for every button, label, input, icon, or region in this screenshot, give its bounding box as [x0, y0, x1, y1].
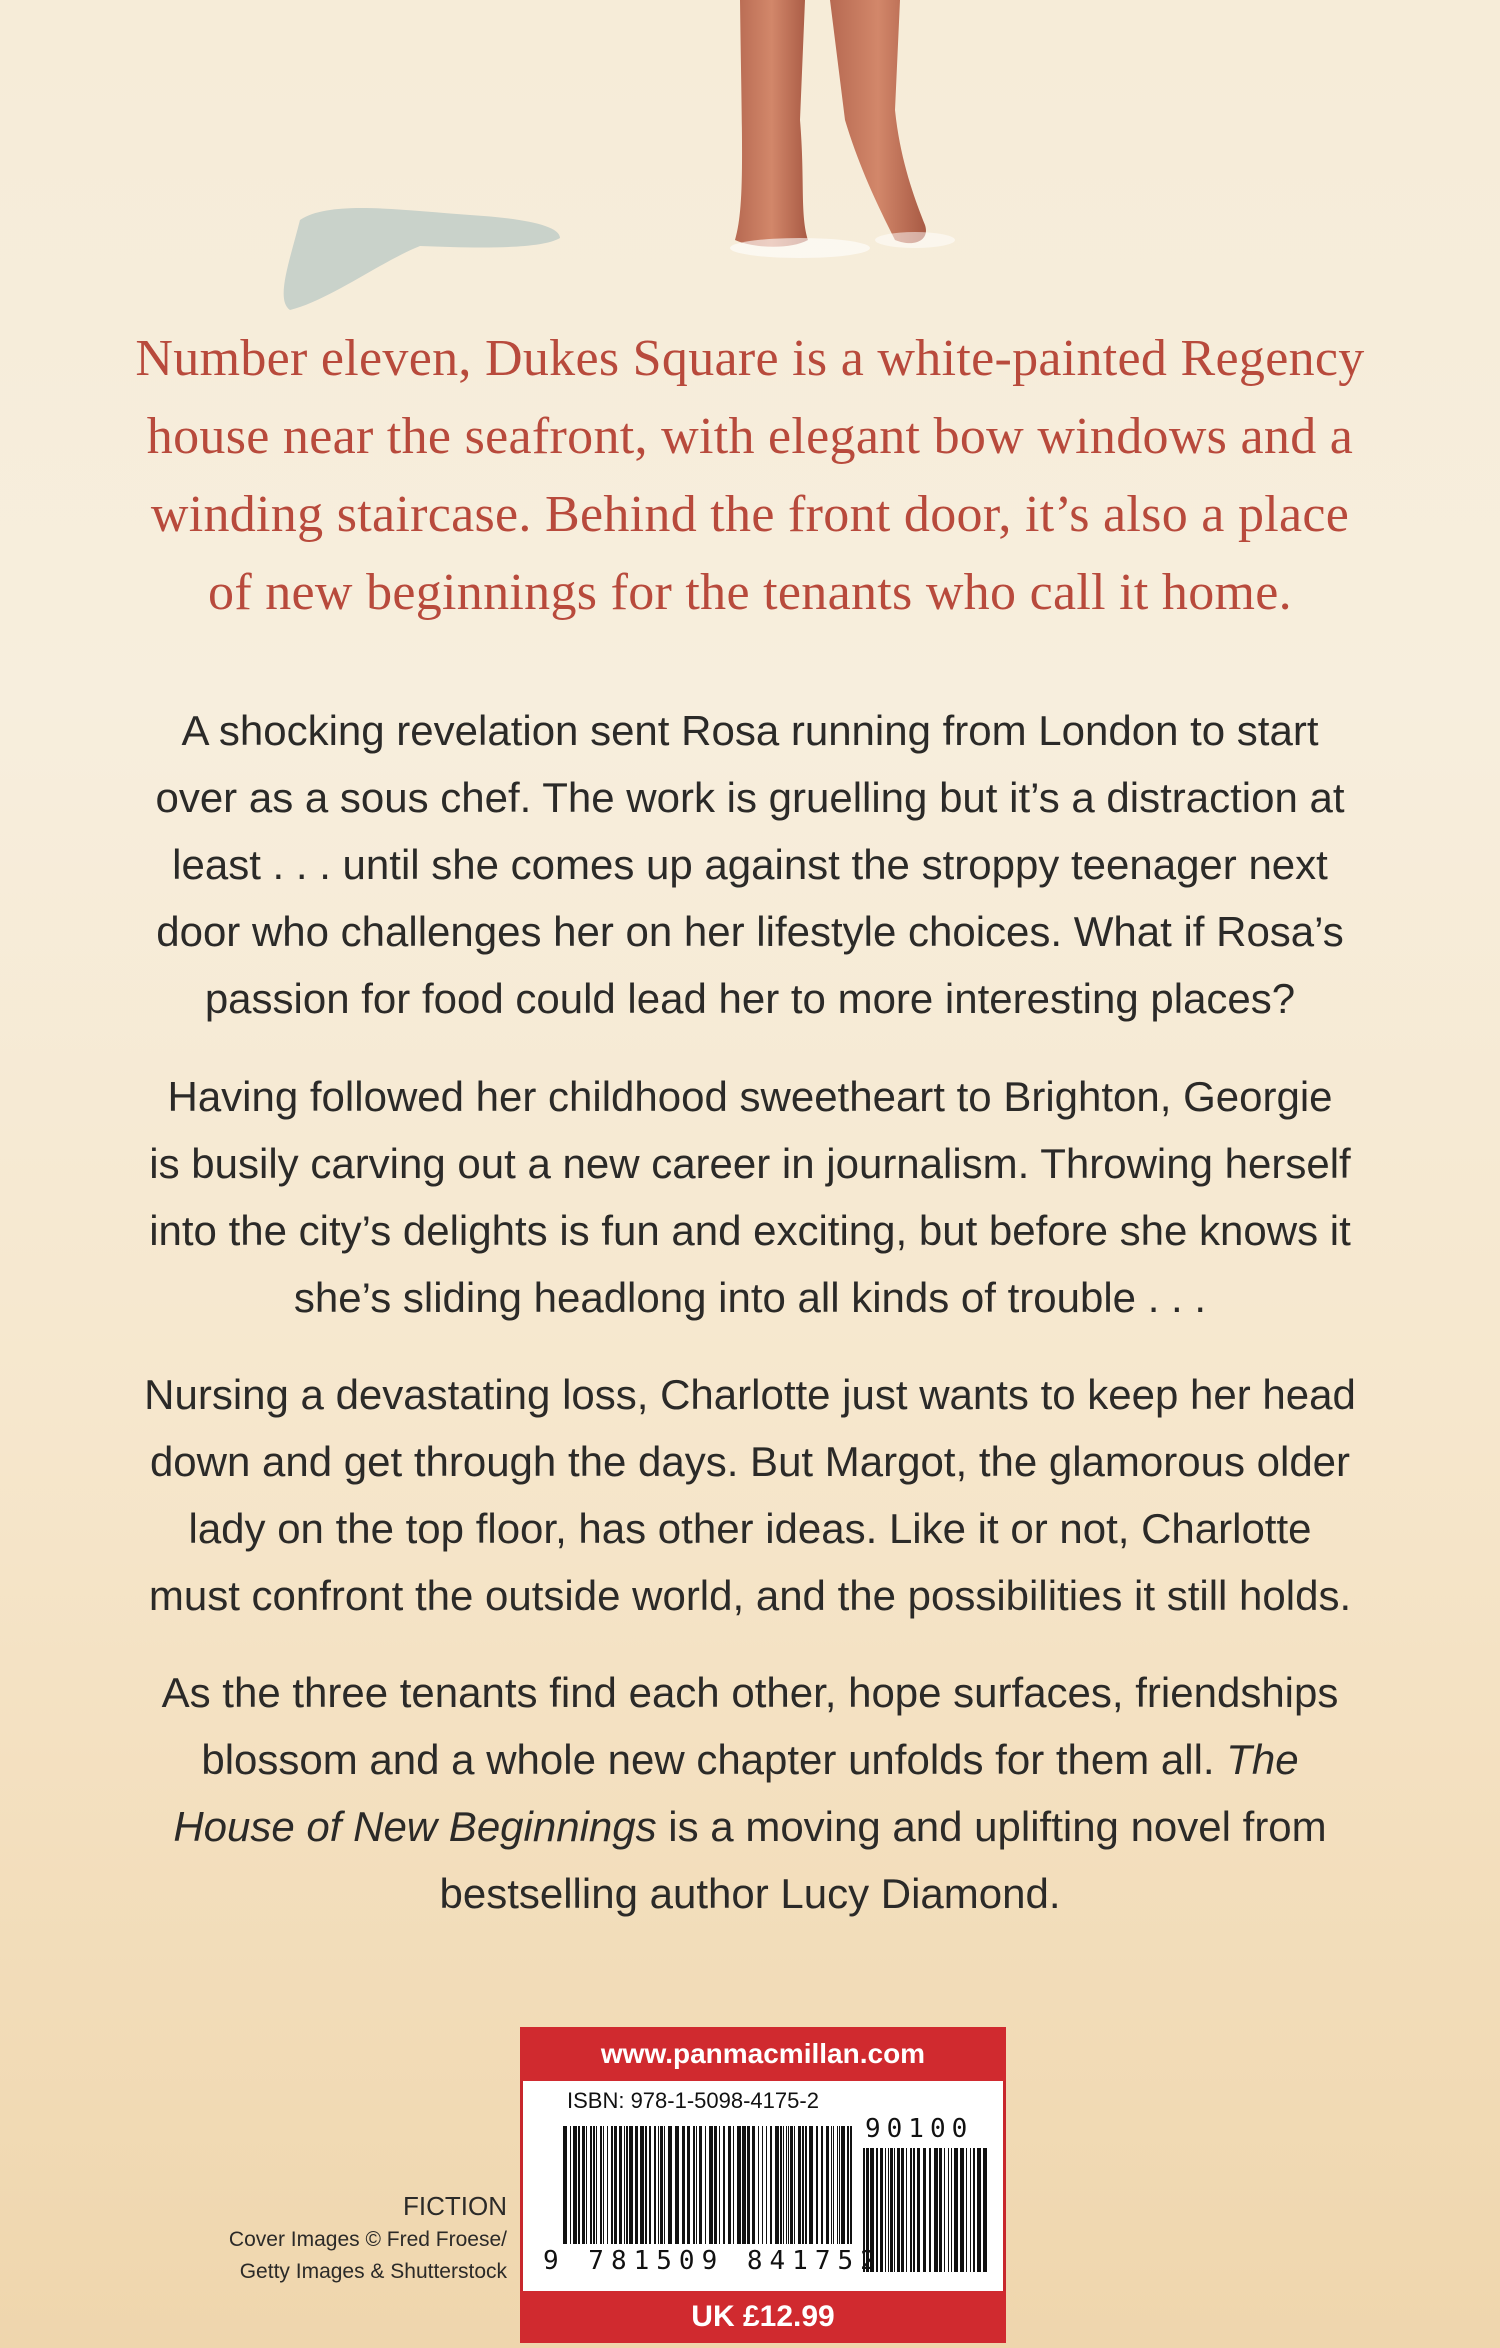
isbn-label: ISBN: 978-1-5098-4175-2 [567, 2088, 819, 2113]
blurb-line: least . . . until she comes up against the stroppy teenager next [172, 841, 1328, 888]
blurb-line: passion for food could lead her to more interesting places? [204, 975, 1296, 1022]
barcode-bar [758, 2126, 759, 2244]
barcode-bar [733, 2126, 734, 2244]
blurb-line: must confront the outside world, and the possibilities it still holds. [148, 1572, 1352, 1619]
barcode-bar [934, 2148, 938, 2272]
barcode-bar [913, 2148, 915, 2272]
barcode-bar [696, 2126, 697, 2244]
genre-label: FICTION [403, 2191, 507, 2221]
publisher-website: www.panmacmillan.com [520, 2027, 1006, 2081]
barcode-bar [709, 2126, 713, 2244]
barcode-bar [766, 2126, 767, 2244]
barcode-bar [966, 2148, 967, 2272]
barcode-bar [742, 2126, 746, 2244]
blurb-text: blossom and a whole new chapter unfolds for them all. [201, 1736, 1227, 1783]
tagline [90, 320, 1410, 632]
cover-photo-legs [0, 0, 1500, 320]
barcode-bar [798, 2126, 801, 2244]
barcode-bar [624, 2126, 625, 2244]
barcode-bar [658, 2126, 659, 2244]
barcode-bar [693, 2126, 695, 2244]
barcode-bar [890, 2148, 893, 2272]
barcode-bar [917, 2148, 920, 2272]
barcode-bar [664, 2126, 665, 2244]
barcode-bar [897, 2148, 900, 2272]
barcode-bar [948, 2148, 949, 2272]
barcode-bar [737, 2126, 741, 2244]
blurb-paragraph-summary [90, 1659, 1410, 1927]
barcode-bar [563, 2126, 567, 2244]
tagline-line: winding staircase. Behind the front door, it’s also a place [150, 486, 1350, 543]
barcode-bar [983, 2148, 987, 2272]
barcode-bar [802, 2126, 804, 2244]
barcode-bar [923, 2148, 926, 2272]
tagline-line: Number eleven, Dukes Square is a white-painted Regency [135, 330, 1365, 387]
ean-digits: 9 781509 841752 [543, 2246, 883, 2276]
ean-barcode [563, 2126, 853, 2266]
barcode-bar [821, 2126, 823, 2244]
barcode-bar [951, 2148, 952, 2272]
barcode-bar [635, 2126, 638, 2244]
barcode-bar [640, 2126, 644, 2244]
barcode-bar [954, 2148, 958, 2272]
blurb-paragraph-georgie [90, 1063, 1410, 1331]
blurb-line: into the city’s delights is fun and exciting, but before she knows it [149, 1207, 1351, 1254]
barcode-bar [570, 2126, 571, 2244]
barcode-bar [788, 2126, 789, 2244]
barcode-bar [973, 2148, 975, 2272]
book-title: The [1226, 1736, 1299, 1783]
barcode-bar [687, 2126, 690, 2244]
barcode-bar [910, 2148, 912, 2272]
barcode-bar [944, 2148, 945, 2272]
barcode-bar [794, 2126, 795, 2244]
tagline-line: of new beginnings for the tenants who call it home. [208, 564, 1292, 621]
blurb-line: A shocking revelation sent Rosa running from London to start [181, 707, 1319, 754]
barcode-bar [705, 2126, 706, 2244]
barcode-bar [596, 2126, 597, 2244]
barcode-bar [888, 2148, 889, 2272]
barcode-bar [719, 2126, 720, 2244]
barcode-bar [960, 2148, 964, 2272]
blurb-line: over as a sous chef. The work is gruelling but it’s a distraction at [155, 774, 1345, 821]
barcode-bar [668, 2126, 672, 2244]
barcode-bar [578, 2126, 580, 2244]
barcode-bar [728, 2126, 731, 2244]
barcode-bar [649, 2126, 651, 2244]
blurb-paragraph-rosa [90, 697, 1410, 1032]
blurb-line: As the three tenants find each other, hope surfaces, friendships [161, 1669, 1339, 1716]
barcode-bar [770, 2126, 772, 2244]
barcode-bar [682, 2126, 685, 2244]
barcode-bar [833, 2126, 834, 2244]
blurb-line: down and get through the days. But Margot, the glamorous older [149, 1438, 1351, 1485]
barcode-bar [593, 2126, 595, 2244]
barcode-bar [762, 2126, 763, 2244]
barcode-bar [809, 2126, 813, 2244]
blurb-line: she’s sliding headlong into all kinds of trouble . . . [293, 1274, 1207, 1321]
barcode-bar [831, 2126, 832, 2244]
barcode-bar [699, 2126, 702, 2244]
blurb-line: is busily carving out a new career in journalism. Throwing herself [149, 1140, 1351, 1187]
barcode-bar [929, 2148, 931, 2272]
blurb-line [90, 1726, 1410, 1793]
barcode-bar [619, 2126, 622, 2244]
barcode-bar [586, 2126, 587, 2244]
barcode-bar [885, 2148, 886, 2272]
barcode-bar [841, 2126, 845, 2244]
barcode-bar [654, 2126, 656, 2244]
barcode-bar [660, 2126, 663, 2244]
barcode-bar [645, 2126, 647, 2244]
credit-line: Cover Images © Fred Froese/ [228, 2228, 507, 2251]
barcode-bar [970, 2148, 971, 2272]
barcode-bar [775, 2126, 779, 2244]
barcode-bar [629, 2126, 633, 2244]
barcode-bar [901, 2148, 904, 2272]
barcode-bar [752, 2126, 755, 2244]
tagline-line: house near the seafront, with elegant bow windows and a [146, 408, 1354, 465]
barcode-bar [894, 2148, 895, 2272]
barcode-bar [816, 2126, 818, 2244]
barcode-bar [786, 2126, 787, 2244]
blurb-paragraph-charlotte [90, 1361, 1410, 1629]
credit-line: Getty Images & Shutterstock [239, 2260, 507, 2283]
barcode-bar [590, 2126, 592, 2244]
barcode-bar [582, 2126, 585, 2244]
barcode-bar [714, 2126, 717, 2244]
barcode-bar [850, 2126, 852, 2244]
barcode-bar [723, 2126, 725, 2244]
book-title: House of New Beginnings [173, 1803, 657, 1850]
barcode-bar [611, 2126, 613, 2244]
price-label: UK £12.99 [520, 2291, 1006, 2343]
barcode-bar [839, 2126, 840, 2244]
blurb-line [90, 1793, 1410, 1860]
barcode-bar [573, 2126, 577, 2244]
barcode-bar [847, 2126, 849, 2244]
barcode-bar [977, 2148, 981, 2272]
barcode-bar [837, 2126, 838, 2244]
blurb-text: is a moving and uplifting novel from [656, 1803, 1327, 1850]
barcode-bar [603, 2126, 604, 2244]
barcode-bar [939, 2148, 942, 2272]
blurb-line: door who challenges her on her lifestyle choices. What if Rosa’s [156, 908, 1344, 955]
blurb-line: bestselling author Lucy Diamond. [439, 1870, 1061, 1917]
blurb-line: Having followed her childhood sweetheart to Brighton, Georgie [167, 1073, 1333, 1120]
blurb-line: Nursing a devastating loss, Charlotte just wants to keep her head [144, 1371, 1356, 1418]
barcode-bar [805, 2126, 807, 2244]
barcode-bar [906, 2148, 907, 2272]
price-code-digits: 90100 [865, 2114, 974, 2144]
barcode-bar [607, 2126, 608, 2244]
barcode-bar [780, 2126, 782, 2244]
barcode-bar [626, 2126, 628, 2244]
barcode-bar [675, 2126, 679, 2244]
barcode-bar [614, 2126, 617, 2244]
cover-credits [229, 2188, 507, 2288]
barcode-bar [783, 2126, 784, 2244]
blurb-line: lady on the top floor, has other ideas. Like it or not, Charlotte [188, 1505, 1312, 1552]
barcode-bar [826, 2126, 829, 2244]
barcode-bar [747, 2126, 750, 2244]
barcode-bar [790, 2126, 793, 2244]
barcode-panel [520, 2027, 1006, 2343]
barcode-bar [600, 2126, 602, 2244]
